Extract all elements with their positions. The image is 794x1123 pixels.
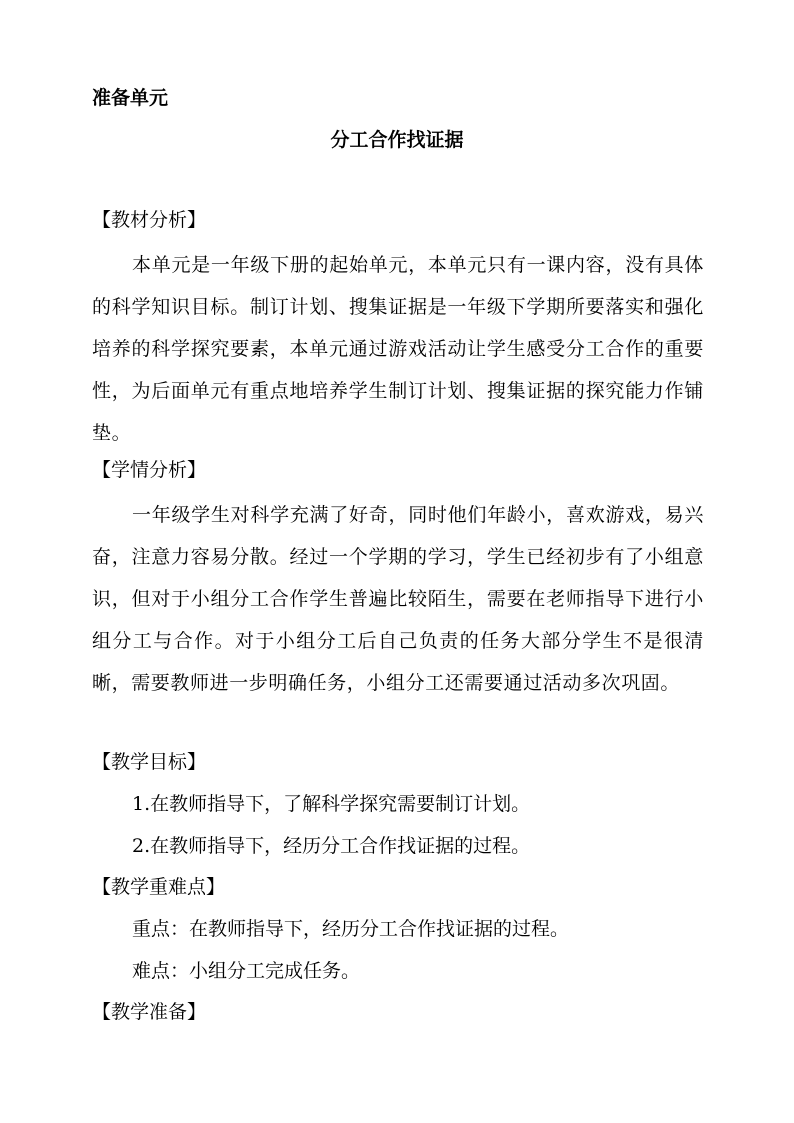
material-analysis-heading: 【教材分析】 bbox=[92, 209, 207, 231]
student-analysis-heading: 【学情分析】 bbox=[92, 459, 207, 481]
difficult-point-item: 难点：小组分工完成任务。 bbox=[132, 960, 361, 982]
key-point-item: 重点：在教师指导下，经历分工合作找证据的过程。 bbox=[132, 918, 570, 940]
material-analysis-paragraph: 本单元是一年级下册的起始单元，本单元只有一课内容，没有具体的科学知识目标。制订计划、搜集证据是一年级下学期所要落实和强化培养的科学探究要素，本单元通过游戏活动让学生感受分工合作的重要性，为后面单元有重点地培养学生制订计划、搜集证据的探究能力作铺垫。 bbox=[92, 254, 704, 444]
teaching-goal-item-2: 2.在教师指导下，经历分工合作找证据的过程。 bbox=[132, 835, 531, 857]
teaching-preparation-heading: 【教学准备】 bbox=[92, 1001, 207, 1023]
lesson-title: 分工合作找证据 bbox=[330, 129, 464, 151]
teaching-goals-heading: 【教学目标】 bbox=[92, 751, 207, 773]
student-analysis-paragraph: 一年级学生对科学充满了好奇，同时他们年龄小，喜欢游戏，易兴奋，注意力容易分散。经过一个学期的学习，学生已经初步有了小组意识，但对于小组分工合作学生普遍比较陌生，需要在老师指导下进行小组分工与合作。对于小组分工后自己负责的任务大部分学生不是很清晰，需要教师进一步明确任务，小组分工还需要通过活动多次巩固。 bbox=[92, 504, 704, 694]
teaching-goal-item-1: 1.在教师指导下，了解科学探究需要制订计划。 bbox=[132, 793, 531, 815]
unit-title: 准备单元 bbox=[92, 87, 169, 109]
key-difficult-points-heading: 【教学重难点】 bbox=[92, 876, 226, 898]
